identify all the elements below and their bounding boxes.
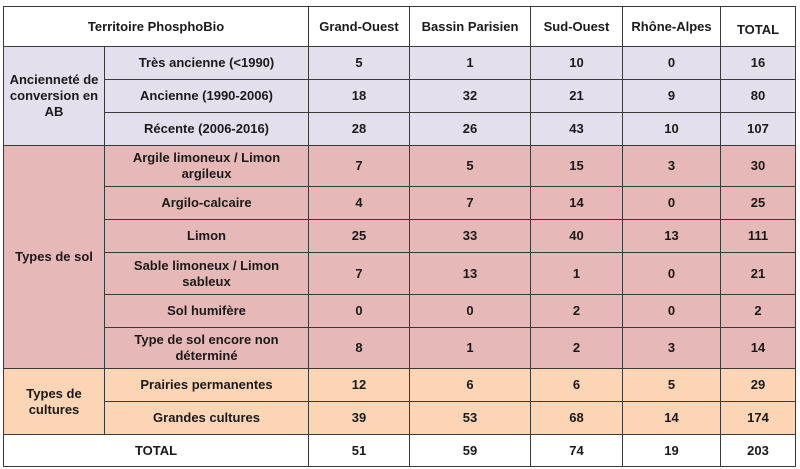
total-cell: 25 [721,187,796,220]
cell: 14 [623,402,721,435]
cell: 1 [410,328,531,369]
cell: 4 [309,187,410,220]
group-label-anciennete: Ancienneté de conversion en AB [4,47,105,146]
total-cell: 111 [721,220,796,253]
table-row [4,253,796,295]
cell: 26 [410,113,531,146]
cell: 3 [623,328,721,369]
col-header-bassin-parisien: Bassin Parisien [410,7,531,47]
cell: 21 [531,80,623,113]
cell: 40 [531,220,623,253]
row-label: Type de sol encore non déterminé [105,328,309,369]
cell: 7 [410,187,531,220]
cell: 0 [309,295,410,328]
row-label: Grandes cultures [105,402,309,435]
total-row-cell: 59 [410,435,531,467]
table-row [4,402,796,435]
cell: 10 [531,47,623,80]
row-label: Prairies permanentes [105,369,309,402]
cell: 53 [410,402,531,435]
total-row-cell: 51 [309,435,410,467]
group-label-types-de-cultures: Types de cultures [4,369,105,435]
cell: 32 [410,80,531,113]
cell: 6 [531,369,623,402]
cell: 33 [410,220,531,253]
header-row [4,7,796,47]
total-cell: 29 [721,369,796,402]
cell: 3 [623,146,721,187]
table-row [4,80,796,113]
cell: 10 [623,113,721,146]
total-cell: 14 [721,328,796,369]
cell: 13 [410,253,531,295]
total-cell: 80 [721,80,796,113]
col-header-sud-ouest: Sud-Ouest [531,7,623,47]
cell: 18 [309,80,410,113]
total-row-cell: 19 [623,435,721,467]
cell: 0 [623,253,721,295]
total-cell: 107 [721,113,796,146]
row-label: Limon [105,220,309,253]
cell: 5 [309,47,410,80]
cell: 39 [309,402,410,435]
cell: 0 [623,295,721,328]
table-row [4,295,796,328]
total-cell: 30 [721,146,796,187]
col-header-rhone-alpes: Rhône-Alpes [623,7,721,47]
row-label: Récente (2006-2016) [105,113,309,146]
table-row [4,220,796,253]
total-cell: 21 [721,253,796,295]
row-label: Argilo-calcaire [105,187,309,220]
corner-header: Territoire PhosphoBio [4,7,309,47]
cell: 13 [623,220,721,253]
table-row [4,369,796,402]
cell: 15 [531,146,623,187]
table-row [4,328,796,369]
cell: 2 [531,295,623,328]
col-header-total: TOTAL [721,7,796,47]
cell: 25 [309,220,410,253]
row-label: Argile limoneux / Limon argileux [105,146,309,187]
cell: 28 [309,113,410,146]
cell: 12 [309,369,410,402]
cell: 0 [623,47,721,80]
cell: 68 [531,402,623,435]
cell: 0 [623,187,721,220]
phosphobio-table [3,6,796,467]
cell: 43 [531,113,623,146]
total-cell: 2 [721,295,796,328]
total-cell: 174 [721,402,796,435]
table-row [4,187,796,220]
row-label: Sable limoneux / Limon sableux [105,253,309,295]
group-label-types-de-sol: Types de sol [4,146,105,369]
cell: 7 [309,146,410,187]
cell: 1 [531,253,623,295]
table-row [4,113,796,146]
col-header-grand-ouest: Grand-Ouest [309,7,410,47]
cell: 14 [531,187,623,220]
grand-total-cell: 203 [721,435,796,467]
cell: 6 [410,369,531,402]
total-row-label: TOTAL [4,435,309,467]
cell: 0 [410,295,531,328]
table-row [4,146,796,187]
cell: 9 [623,80,721,113]
cell: 1 [410,47,531,80]
cell: 7 [309,253,410,295]
row-label: Ancienne (1990-2006) [105,80,309,113]
cell: 5 [623,369,721,402]
total-cell: 16 [721,47,796,80]
row-label: Sol humifère [105,295,309,328]
cell: 5 [410,146,531,187]
total-row [4,435,796,467]
row-label: Très ancienne (<1990) [105,47,309,80]
table-row [4,47,796,80]
cell: 2 [531,328,623,369]
total-row-cell: 74 [531,435,623,467]
cell: 8 [309,328,410,369]
